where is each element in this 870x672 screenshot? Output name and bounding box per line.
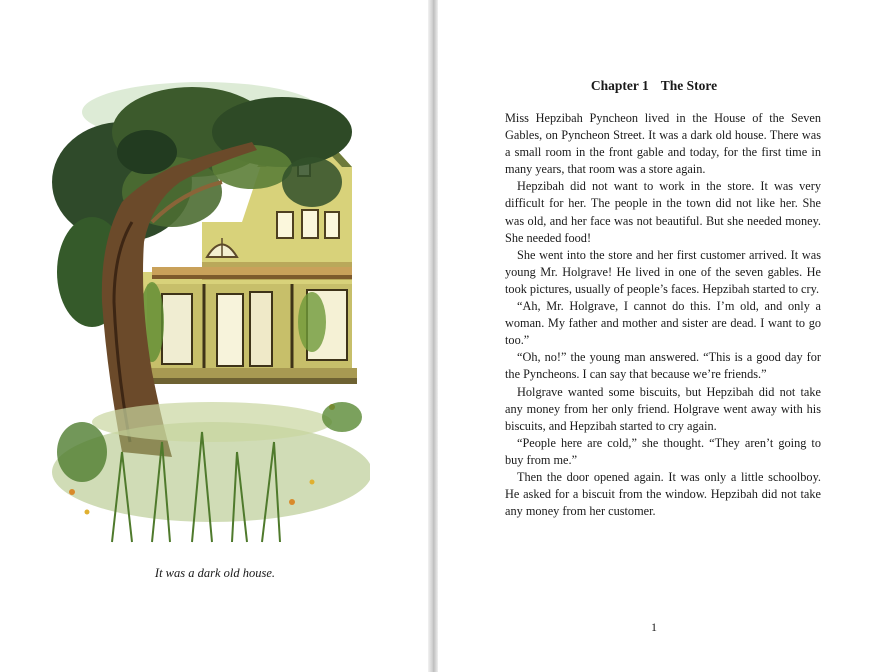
chapter-title: The Store	[660, 78, 718, 93]
paragraph: Then the door opened again. It was only a little schoolboy. He asked for a biscuit from the window. Hepzibah did not take any money from her customer.	[505, 469, 821, 519]
book-gutter	[428, 0, 438, 672]
paragraph: Hepzibah did not want to work in the store. It was very difficult for her. The people in the town did not like her. She was old, and her face was not beautiful. But she needed money. She needed food!	[505, 179, 821, 245]
paragraph: She went into the store and her first customer arrived. It was young Mr. Holgrave! He lived in one of the seven gables. He took pictures, usually of people’s faces. Hepzibah started to cry.	[505, 247, 821, 296]
chapter-number: Chapter 1	[590, 78, 649, 93]
page-number: 1	[651, 620, 657, 634]
paragraph: “Ah, Mr. Holgrave, I cannot do this. I’m old, and only a woman. My father and mother and sister are dead. I want to go too.”	[505, 299, 821, 348]
paragraph: Holgrave wanted some biscuits, but Hepzibah did not take any money from her only friend. Holgrave went away with his biscuits, and Hepzibah started to cry again.	[505, 384, 821, 433]
left-page	[0, 0, 430, 672]
paragraph: “People here are cold,” she thought. “They aren’t going to buy from me.”	[505, 435, 821, 467]
house-illustration	[52, 72, 370, 550]
chapter-body	[505, 110, 821, 520]
chapter-heading	[438, 78, 870, 94]
paragraph: “Oh, no!” the young man answered. “This is a good day for the Pyncheons. I can say that because we’re friends.”	[505, 350, 821, 382]
illustration-caption: It was a dark old house.	[154, 566, 276, 580]
paragraph: Miss Hepzibah Pyncheon lived in the House of the Seven Gables, on Pyncheon Street. It was a dark old house. There was a small room in the front gable and today, for the first time in many years, that room was a store again.	[505, 111, 821, 177]
right-page	[438, 0, 870, 672]
